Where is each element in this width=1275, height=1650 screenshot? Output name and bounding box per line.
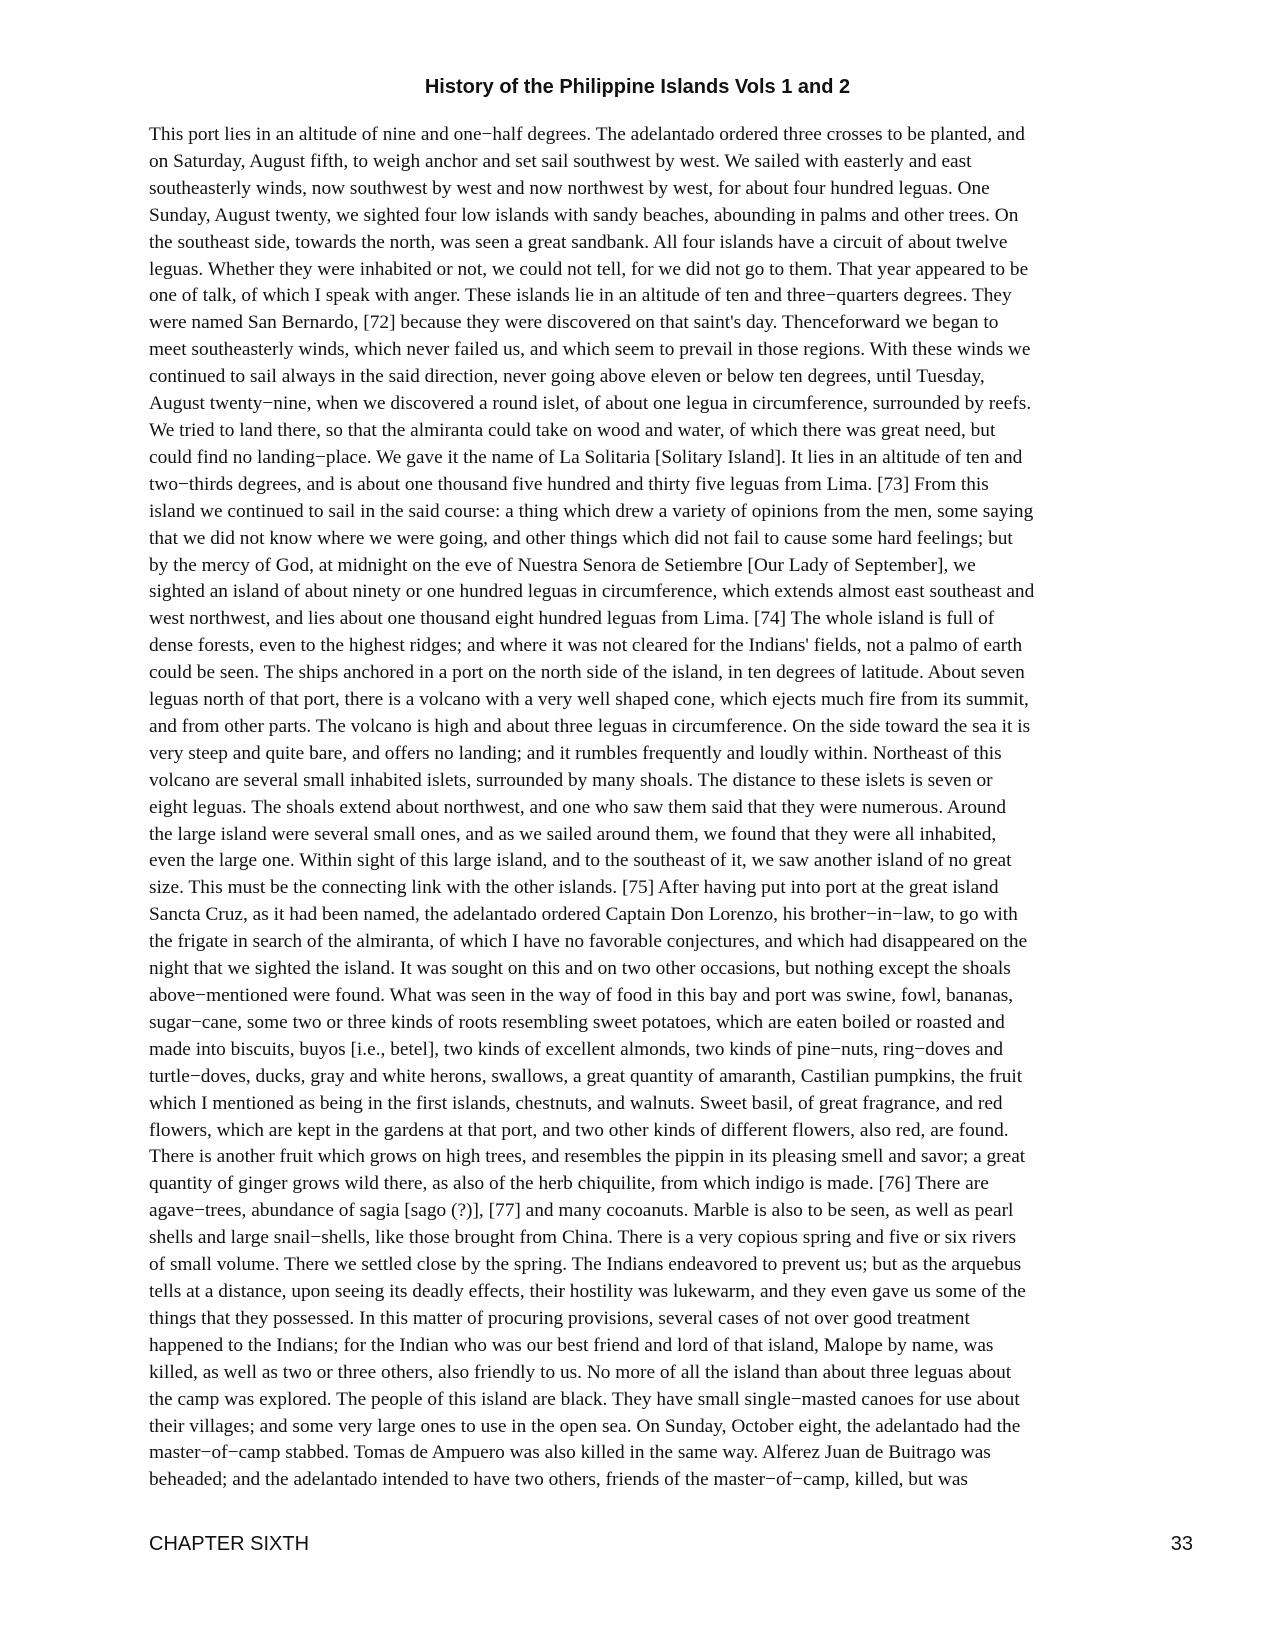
text-line: eight leguas. The shoals extend about northwest, and one who saw them said that they were numerous. Around [149, 796, 1007, 818]
text-line: night that we sighted the island. It was sought on this and on two other occasions, but nothing except the shoals [149, 958, 1011, 980]
text-line: Sancta Cruz, as it had been named, the adelantado ordered Captain Don Lorenzo, his brother−in−law, to go with [149, 904, 1018, 926]
text-line: continued to sail always in the said direction, never going above eleven or below ten degrees, until Tuesday, [149, 366, 985, 388]
text-line: flowers, which are kept in the gardens at that port, and two other kinds of different flowers, also red, are found. [149, 1119, 1009, 1141]
text-line: meet southeasterly winds, which never failed us, and which seem to prevail in those regions. With these winds we [149, 339, 1031, 361]
text-line: and from other parts. The volcano is high and about three leguas in circumference. On the side toward the sea it is [149, 715, 1031, 737]
text-line: sugar−cane, some two or three kinds of roots resembling sweet potatoes, which are eaten boiled or roasted and [149, 1011, 1005, 1033]
text-line: which I mentioned as being in the first islands, chestnuts, and walnuts. Sweet basil, of great fragrance, and red [149, 1092, 1003, 1114]
text-line: quantity of ginger grows wild there, as also of the herb chiquilite, from which indigo is made. [76] There are [149, 1173, 989, 1195]
text-line: by the mercy of God, at midnight on the eve of Nuestra Senora de Setiembre [Our Lady of September], we [149, 554, 976, 576]
text-line: that we did not know where we were going, and other things which did not fail to cause some hard feelings; but [149, 527, 1013, 549]
text-line: tells at a distance, upon seeing its deadly effects, their hostility was lukewarm, and they even gave us some of the [149, 1280, 1026, 1302]
text-line: turtle−doves, ducks, gray and white herons, swallows, a great quantity of amaranth, Castilian pumpkins, the fruit [149, 1065, 1023, 1087]
text-line: dense forests, even to the highest ridges; and where it was not cleared for the Indians' fields, not a palmo of earth [149, 635, 1023, 657]
running-title: History of the Philippine Islands Vols 1 and 2 [424, 76, 851, 98]
chapter-title: CHAPTER SIXTH [149, 1533, 310, 1555]
text-line: the camp was explored. The people of this island are black. They have small single−masted canoes for use about [149, 1388, 1020, 1410]
text-line: Sunday, August twenty, we sighted four low islands with sandy beaches, abounding in palms and other trees. On [149, 204, 1019, 226]
text-line: very steep and quite bare, and offers no landing; and it rumbles frequently and loudly within. Northeast of this [149, 742, 1002, 764]
text-line: killed, as well as two or three others, also friendly to us. No more of all the island than about three leguas about [149, 1361, 1012, 1383]
text-line: even the large one. Within sight of this large island, and to the southeast of it, we saw another island of no great [149, 850, 1012, 872]
text-line: could be seen. The ships anchored in a port on the north side of the island, in ten degrees of latitude. About seven [149, 662, 1025, 684]
text-line: August twenty−nine, when we discovered a round islet, of about one legua in circumference, surrounded by reefs. [149, 393, 1032, 415]
text-line: happened to the Indians; for the Indian who was our best friend and lord of that island, Malope by name, was [149, 1334, 994, 1356]
text-line: leguas. Whether they were inhabited or not, we could not tell, for we did not go to them. That year appeared to be [149, 258, 1029, 280]
text-line: the large island were several small ones, and as we sailed around them, we found that they were all inhabited, [149, 823, 997, 845]
text-line: above−mentioned were found. What was seen in the way of food in this bay and port was swine, fowl, bananas, [149, 985, 1014, 1006]
text-line: made into biscuits, buyos [i.e., betel], two kinds of excellent almonds, two kinds of pine−nuts, ring−doves and [149, 1038, 1004, 1060]
text-line: size. This must be the connecting link with the other islands. [75] After having put into port at the great island [149, 877, 999, 899]
text-line: master−of−camp stabbed. Tomas de Ampuero was also killed in the same way. Alferez Juan de Buitrago was [149, 1442, 991, 1464]
text-line: things that they possessed. In this matter of procuring provisions, several cases of not over good treatment [149, 1307, 970, 1329]
text-line: shells and large snail−shells, like those brought from China. There is a very copious spring and five or six rivers [149, 1227, 1017, 1249]
text-line: on Saturday, August fifth, to weigh anchor and set sail southwest by west. We sailed with easterly and east [149, 150, 972, 172]
text-line: one of talk, of which I speak with anger. These islands lie in an altitude of ten and three−quarters degrees. They [149, 285, 1012, 307]
body-text [149, 122, 1189, 1494]
text-line: beheaded; and the adelantado intended to have two others, friends of the master−of−camp, killed, but was [149, 1469, 968, 1491]
text-line: their villages; and some very large ones to use in the open sea. On Sunday, October eight, the adelantado had the [149, 1415, 1021, 1437]
text-line: This port lies in an altitude of nine and one−half degrees. The adelantado ordered three crosses to be planted, and [149, 124, 1025, 145]
text-line: two−thirds degrees, and is about one thousand five hundred and thirty five leguas from Lima. [73] From this [149, 473, 989, 495]
text-line: leguas north of that port, there is a volcano with a very well shaped cone, which ejects much fire from its summit, [149, 689, 1029, 711]
text-line: southeasterly winds, now southwest by west and now northwest by west, for about four hundred leguas. One [149, 177, 990, 199]
text-line: the frigate in search of the almiranta, of which I have no favorable conjectures, and which had disappeared on the [149, 931, 1028, 953]
text-line: could find no landing−place. We gave it the name of La Solitaria [Solitary Island]. It lies in an altitude of ten and [149, 446, 1023, 468]
text-line: There is another fruit which grows on high trees, and resembles the pippin in its pleasing smell and savor; a great [149, 1146, 1026, 1168]
text-line: agave−trees, abundance of sagia [sago (?)], [77] and many cocoanuts. Marble is also to be seen, as well as pearl [149, 1200, 1014, 1222]
text-line: sighted an island of about ninety or one hundred leguas in circumference, which extends almost east southeast and [149, 581, 1035, 603]
text-line: island we continued to sail in the said course: a thing which drew a variety of opinions from the men, some saying [149, 500, 1034, 522]
page-number: 33 [1170, 1533, 1193, 1555]
text-line: We tried to land there, so that the almiranta could take on wood and water, of which there was great need, but [149, 419, 996, 441]
text-line: were named San Bernardo, [72] because they were discovered on that saint's day. Thenceforward we began to [149, 312, 999, 334]
text-line: west northwest, and lies about one thousand eight hundred leguas from Lima. [74] The whole island is full of [149, 608, 995, 630]
text-line: the southeast side, towards the north, was seen a great sandbank. All four islands have a circuit of about twelve [149, 231, 1008, 253]
text-line: volcano are several small inhabited islets, surrounded by many shoals. The distance to these islets is seven or [149, 769, 993, 791]
text-line: of small volume. There we settled close by the spring. The Indians endeavored to prevent us; but as the arquebus [149, 1254, 1022, 1276]
